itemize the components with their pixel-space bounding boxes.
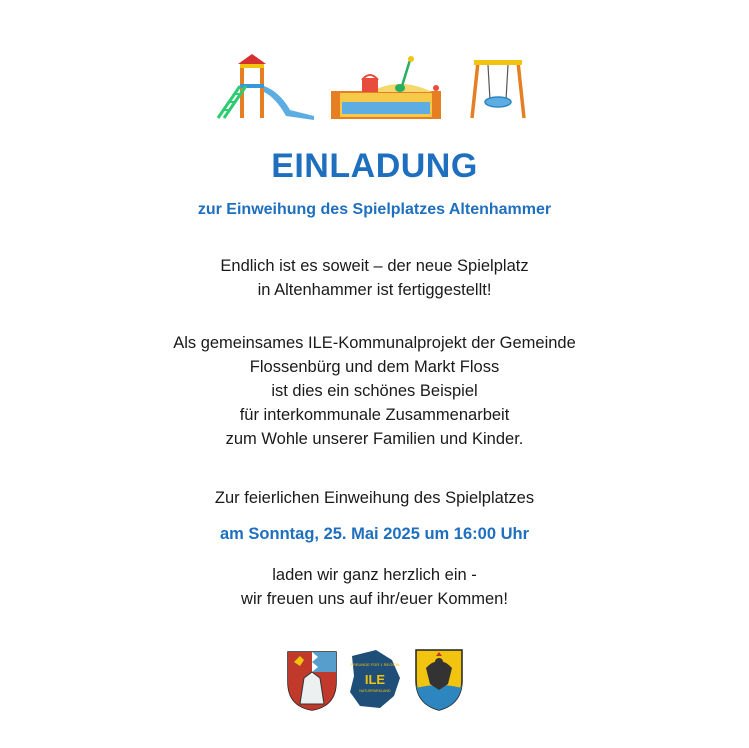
closing-paragraph — [0, 563, 749, 611]
slide-icon — [218, 54, 314, 120]
project-line: ist dies ein schönes Beispiel — [271, 382, 478, 400]
closing-line: wir freuen uns auf ihr/euer Kommen! — [241, 590, 508, 608]
project-line: zum Wohle unserer Familien und Kinder. — [225, 430, 524, 448]
intro-line: in Altenhammer ist fertiggestellt! — [257, 281, 492, 299]
flossenbuerg-crest-icon — [288, 652, 336, 710]
ile-logo-icon — [350, 650, 400, 708]
ceremony-line — [0, 486, 749, 510]
swing-icon — [472, 60, 524, 118]
project-paragraph — [0, 331, 749, 451]
playground-illustration — [210, 52, 540, 124]
intro-paragraph — [0, 254, 749, 302]
intro-line: Endlich ist es soweit – der neue Spielplatz — [220, 257, 529, 275]
page-subtitle: zur Einweihung des Spielplatzes Altenhammer — [197, 201, 552, 218]
event-date: am Sonntag, 25. Mai 2025 um 16:00 Uhr — [219, 525, 530, 543]
project-line: Flossenbürg und dem Markt Floss — [249, 358, 500, 376]
ile-small-text: FREUNDE FÜR 1 REGION — [350, 662, 400, 667]
floss-crest-icon — [416, 650, 462, 710]
project-line: für interkommunale Zusammenarbeit — [239, 406, 510, 424]
closing-line: laden wir ganz herzlich ein - — [272, 566, 477, 584]
page-title: EINLADUNG — [271, 147, 478, 185]
ceremony-text: Zur feierlichen Einweihung des Spielplatzes — [214, 489, 535, 507]
project-line: Als gemeinsames ILE-Kommunalprojekt der Gemeinde — [173, 334, 576, 352]
municipality-logos — [286, 648, 466, 712]
sandbox-icon — [332, 56, 440, 118]
ile-bottom-text: NATURPARKLAND — [359, 689, 391, 693]
ile-text: ILE — [364, 672, 386, 687]
